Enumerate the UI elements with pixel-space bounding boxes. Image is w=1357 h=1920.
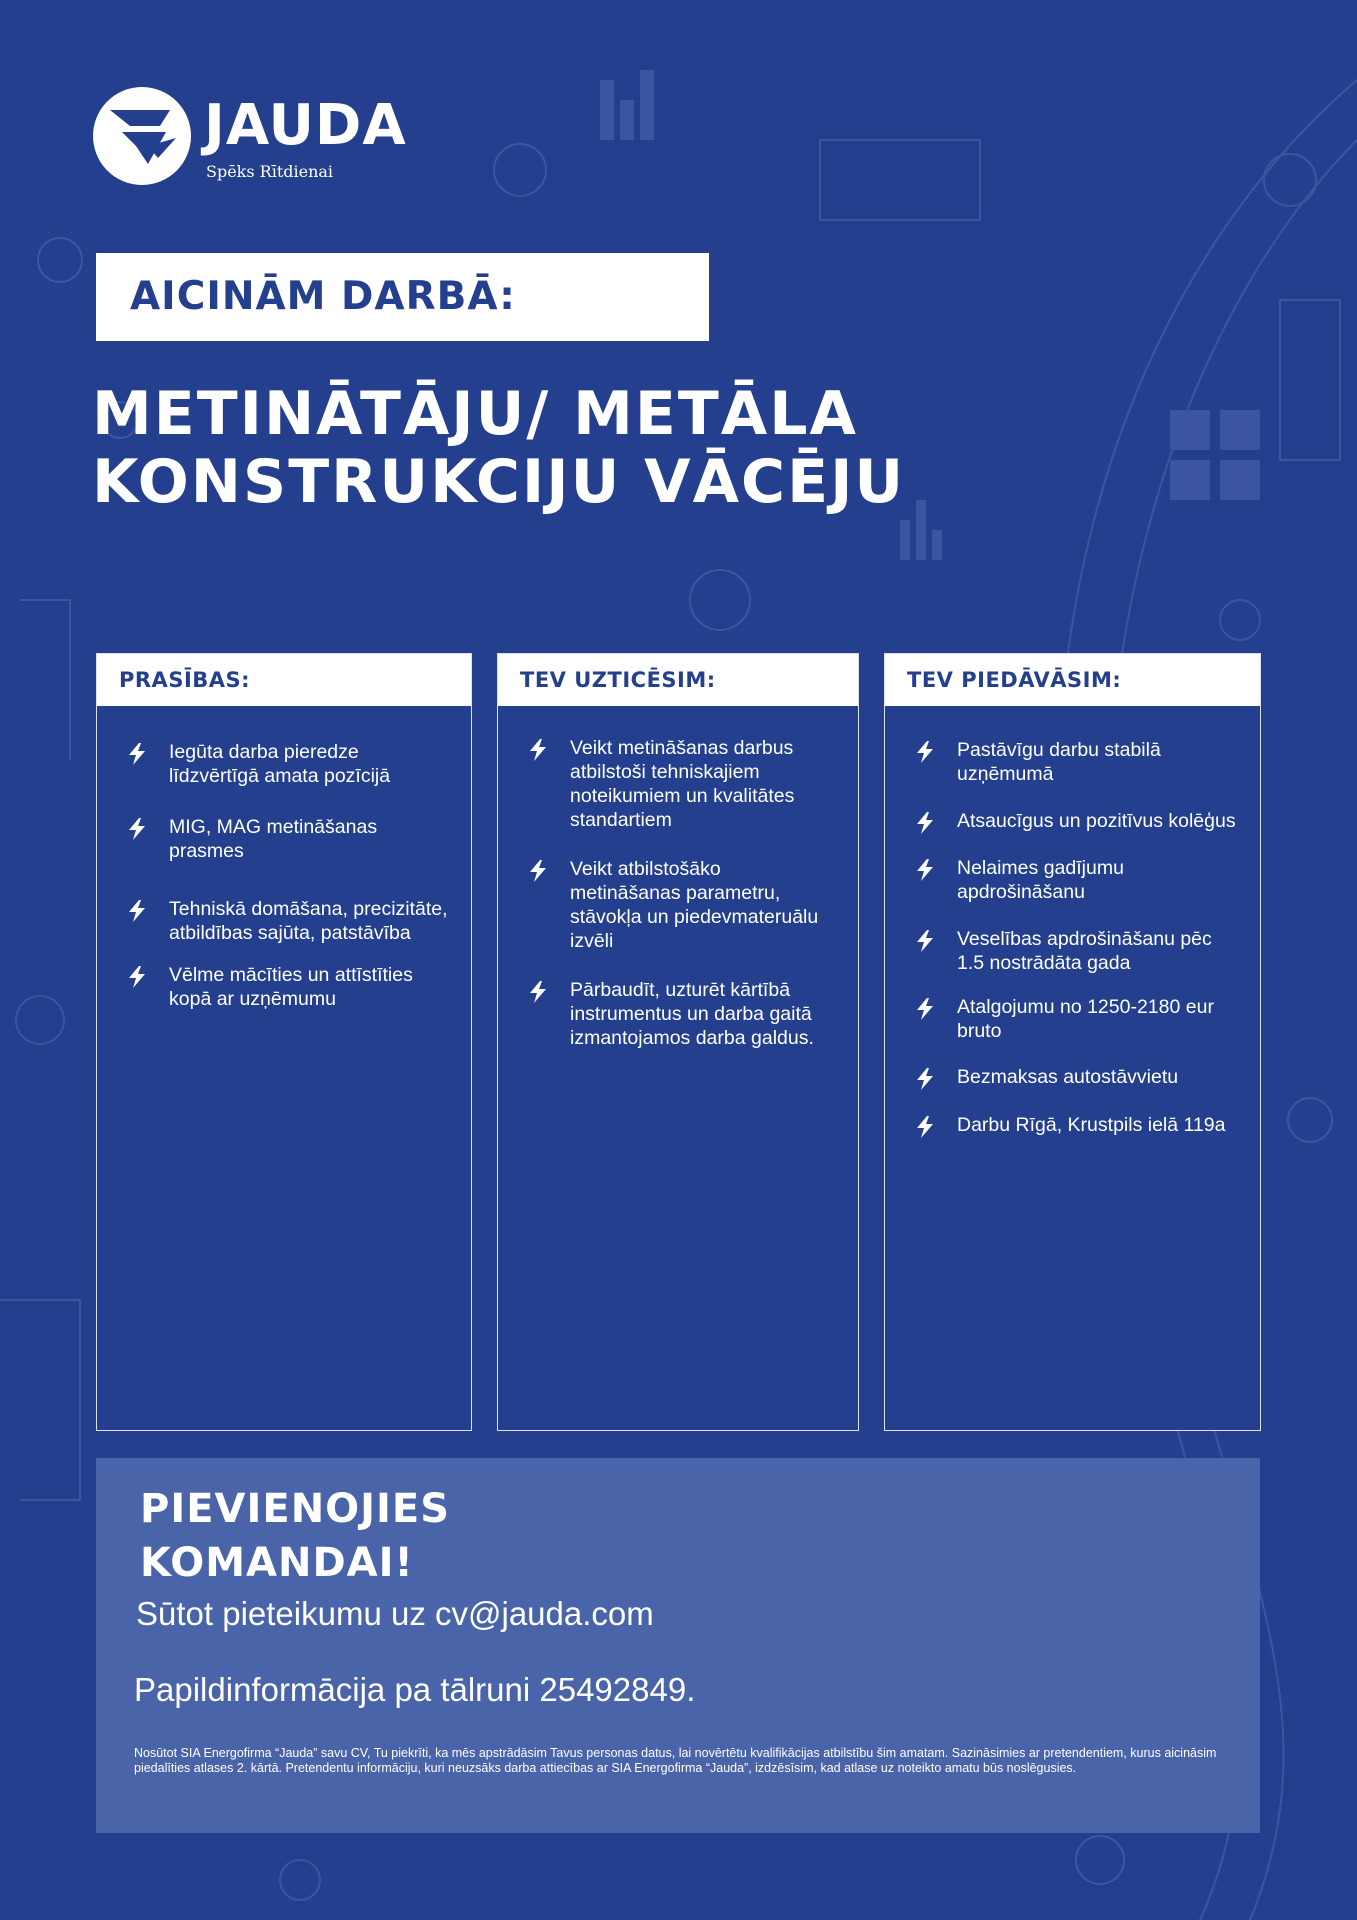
responsibilities-list — [498, 706, 858, 1050]
invite-label: AICINĀM DARBĀ: — [130, 274, 516, 319]
list-item-text: Pārbaudīt, uzturēt kārtībā instrumentus un darba gaitā izmantojamos darba galdus. — [570, 979, 814, 1049]
lightning-bolt-icon — [915, 1116, 935, 1138]
list-item-text: Atsaucīgus un pozitīvus kolēģus — [957, 810, 1236, 832]
list-item-text: Nelaimes gadījumu apdrošināšanu — [957, 857, 1124, 903]
lightning-bolt-icon — [127, 966, 147, 988]
list-item — [915, 995, 1238, 1043]
lightning-bolt-icon — [915, 859, 935, 881]
column-title: TEV PIEDĀVĀSIM: — [885, 654, 1260, 706]
list-item-text: Veikt atbilstošāko metināšanas parametru, stāvokļa un piedevmateruālu izvēli — [570, 858, 819, 952]
list-item — [915, 809, 1238, 833]
join-title-line-1: PIEVIENOJIES — [140, 1486, 451, 1532]
privacy-disclaimer: Nosūtot SIA Energofirma “Jauda” savu CV, Tu piekrīti, ka mēs apstrādāsim Tavus personas datus, lai novērtētu kvalifikācijas atbilstību šim amatam. Sazināsimies ar pretendentiem, kurus aicināsim piedalīties atlases 2. kārtā. Pretendentu informāciju, kuri neuzsāks darba attiecības ar SIA Energofirma “Jauda”, izdzēsīsim, kad atlase uz noteikto amatu būs noslēgusies. — [134, 1746, 1217, 1775]
contact-phone-text: Papildinformācija pa tālruni 25492849. — [134, 1671, 696, 1708]
list-item — [528, 857, 836, 953]
lightning-bolt-icon — [127, 743, 147, 765]
lightning-bolt-icon — [915, 1068, 935, 1090]
jauda-shield-logo-icon — [92, 86, 192, 186]
lightning-bolt-icon — [528, 739, 548, 761]
requirements-column — [96, 653, 472, 1431]
lightning-bolt-icon — [915, 812, 935, 834]
list-item-text: MIG, MAG metināšanas prasmes — [169, 816, 378, 862]
requirements-list — [97, 706, 471, 1011]
invite-banner — [96, 253, 709, 341]
list-item-text: Pastāvīgu darbu stabilā uzņēmumā — [957, 739, 1161, 785]
join-title-line-2: KOMANDAI! — [140, 1540, 414, 1586]
brand-name: JAUDA — [204, 93, 407, 158]
job-title — [92, 380, 1292, 516]
list-item — [915, 1113, 1238, 1137]
brand-logo — [92, 86, 472, 190]
lightning-bolt-icon — [127, 900, 147, 922]
lightning-bolt-icon — [127, 818, 147, 840]
application-email-text: Sūtot pieteikumu uz cv@jauda.com — [136, 1595, 654, 1632]
offers-column — [884, 653, 1261, 1431]
list-item — [915, 738, 1238, 786]
list-item-text: Iegūta darba pieredze līdzvērtīgā amata pozīcijā — [169, 741, 391, 787]
list-item — [528, 736, 836, 832]
offers-list — [885, 706, 1260, 1137]
list-item — [127, 740, 449, 788]
list-item — [127, 897, 449, 945]
list-item-text: Atalgojumu no 1250-2180 eur bruto — [957, 996, 1214, 1042]
brand-tagline: Spēks Rītdienai — [206, 162, 334, 181]
list-item-text: Bezmaksas autostāvvietu — [957, 1066, 1179, 1088]
job-title-line-1: METINĀTĀJU/ METĀLA — [92, 379, 858, 449]
list-item-text: Vēlme mācīties un attīstīties kopā ar uzņēmumu — [169, 964, 413, 1010]
join-team-panel — [96, 1458, 1260, 1833]
lightning-bolt-icon — [528, 860, 548, 882]
list-item — [915, 1065, 1238, 1089]
list-item-text: Darbu Rīgā, Krustpils ielā 119a — [957, 1114, 1226, 1136]
column-title: TEV UZTICĒSIM: — [498, 654, 858, 706]
lightning-bolt-icon — [915, 930, 935, 952]
lightning-bolt-icon — [915, 741, 935, 763]
join-title — [140, 1482, 450, 1590]
list-item — [127, 963, 449, 1011]
list-item — [915, 856, 1238, 904]
responsibilities-column — [497, 653, 859, 1431]
list-item — [528, 978, 836, 1050]
list-item-text: Veselības apdrošināšanu pēc 1.5 nostrādāta gada — [957, 928, 1212, 974]
lightning-bolt-icon — [915, 998, 935, 1020]
list-item-text: Tehniskā domāšana, precizitāte, atbildības sajūta, patstāvība — [169, 898, 448, 944]
job-title-line-2: KONSTRUKCIJU VĀCĒJU — [92, 447, 906, 517]
list-item — [915, 927, 1238, 975]
list-item — [127, 815, 449, 863]
column-title: PRASĪBAS: — [97, 654, 471, 706]
list-item-text: Veikt metināšanas darbus atbilstoši tehniskajiem noteikumiem un kvalitātes standartiem — [570, 737, 795, 831]
lightning-bolt-icon — [528, 981, 548, 1003]
